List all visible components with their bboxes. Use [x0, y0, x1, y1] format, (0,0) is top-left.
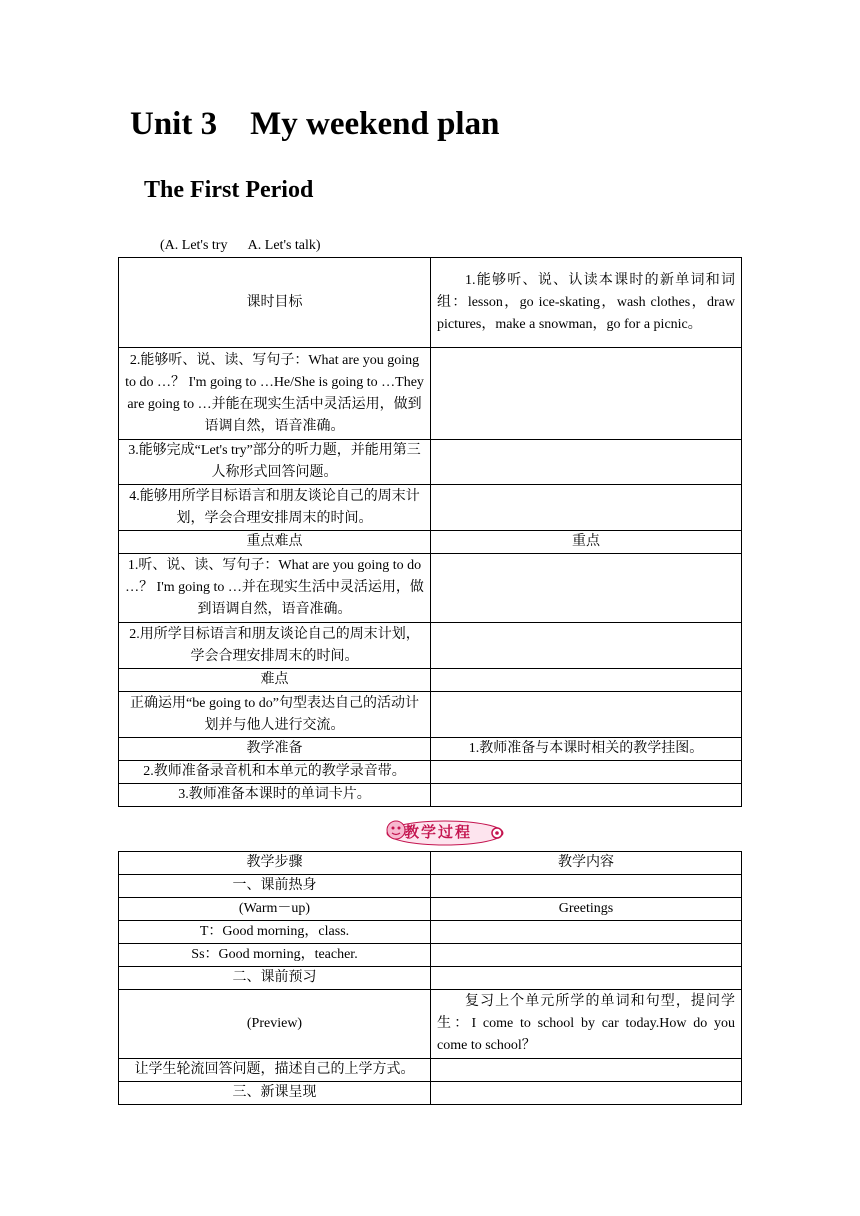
key-label-cell: 重点 [431, 531, 742, 554]
table-row [119, 348, 742, 440]
empty-cell [431, 440, 742, 485]
teaching-process-banner [382, 816, 508, 848]
table-row [119, 944, 742, 967]
difficult-1-cell: 正确运用“be going to do”句型表达自己的活动计划并与他人进行交流。 [119, 692, 431, 738]
empty-cell [431, 967, 742, 990]
table-row [119, 1082, 742, 1105]
step2-title-cell: 二、课前预习 [119, 967, 431, 990]
banner-text: 教学过程 [404, 823, 473, 841]
empty-cell [431, 623, 742, 669]
key-difficult-label-cell: 重点难点 [119, 531, 431, 554]
step1-title-cell: 一、课前热身 [119, 875, 431, 898]
table-row [119, 852, 742, 875]
prep-3-cell: 3.教师准备本课时的单词卡片。 [119, 784, 431, 807]
key-2-cell: 2.用所学目标语言和朋友谈论自己的周末计划，学会合理安排周末的时间。 [119, 623, 431, 669]
step2-content-cell: 复习上个单元所学的单词和句型，提问学生：I come to school by car today.How do you come to school？ [431, 990, 742, 1059]
key-1-cell: 1.听、说、读、写句子：What are you going to do …？ I'm going to …并在现实生活中灵活运用，做到语调自然，语音准确。 [119, 554, 431, 623]
table-row [119, 623, 742, 669]
empty-cell [431, 784, 742, 807]
table-row [119, 761, 742, 784]
step1-sub-cell: (Warm－up) [119, 898, 431, 921]
empty-cell [431, 1082, 742, 1105]
table-row [119, 990, 742, 1059]
table-row [119, 258, 742, 348]
period-subtitle: The First Period [144, 177, 314, 203]
empty-cell [431, 761, 742, 784]
header-content-cell: 教学内容 [431, 852, 742, 875]
objective-1-cell: 1.能够听、说、认读本课时的新单词和词组：lesson，go ice-skating，wash clothes，draw pictures，make a snowman，go for a picnic。 [431, 258, 742, 348]
step1-content-cell: Greetings [431, 898, 742, 921]
table-row [119, 898, 742, 921]
lesson-note: (A. Let's try A. Let's talk) [160, 238, 321, 253]
step2-line1-cell: 让学生轮流回答问题，描述自己的上学方式。 [119, 1059, 431, 1082]
table-row [119, 738, 742, 761]
unit-title: Unit 3 My weekend plan [130, 106, 500, 142]
objective-3-cell: 3.能够完成“Let's try”部分的听力题，并能用第三人称形式回答问题。 [119, 440, 431, 485]
step1-line2-cell: Ss：Good morning，teacher. [119, 944, 431, 967]
empty-cell [431, 1059, 742, 1082]
objective-4-cell: 4.能够用所学目标语言和朋友谈论自己的周末计划，学会合理安排周末的时间。 [119, 485, 431, 531]
table-row [119, 692, 742, 738]
table-row [119, 921, 742, 944]
empty-cell [431, 875, 742, 898]
step3-title-cell: 三、新课呈现 [119, 1082, 431, 1105]
table-row [119, 967, 742, 990]
table-row [119, 485, 742, 531]
empty-cell [431, 554, 742, 623]
empty-cell [431, 921, 742, 944]
table-row [119, 531, 742, 554]
objective-2-cell: 2.能够听、说、读、写句子：What are you going to do …？ I'm going to …He/She is going to …They are going to …并能在现实生活中灵活运用，做到语调自然，语音准确。 [119, 348, 431, 440]
table-row [119, 1059, 742, 1082]
step2-sub-cell: (Preview) [119, 990, 431, 1059]
difficult-label-cell: 难点 [119, 669, 431, 692]
step1-line1-cell: T：Good morning，class. [119, 921, 431, 944]
table-row [119, 554, 742, 623]
empty-cell [431, 944, 742, 967]
table-row [119, 784, 742, 807]
table-row [119, 875, 742, 898]
table-row [119, 669, 742, 692]
empty-cell [431, 348, 742, 440]
empty-cell [431, 485, 742, 531]
prep-2-cell: 2.教师准备录音机和本单元的教学录音带。 [119, 761, 431, 784]
empty-cell [431, 669, 742, 692]
objectives-table [118, 257, 742, 807]
header-steps-cell: 教学步骤 [119, 852, 431, 875]
table-row [119, 440, 742, 485]
process-table [118, 851, 742, 1105]
objectives-label-cell: 课时目标 [119, 258, 431, 348]
prep-1-cell: 1.教师准备与本课时相关的教学挂图。 [431, 738, 742, 761]
prep-label-cell: 教学准备 [119, 738, 431, 761]
empty-cell [431, 692, 742, 738]
